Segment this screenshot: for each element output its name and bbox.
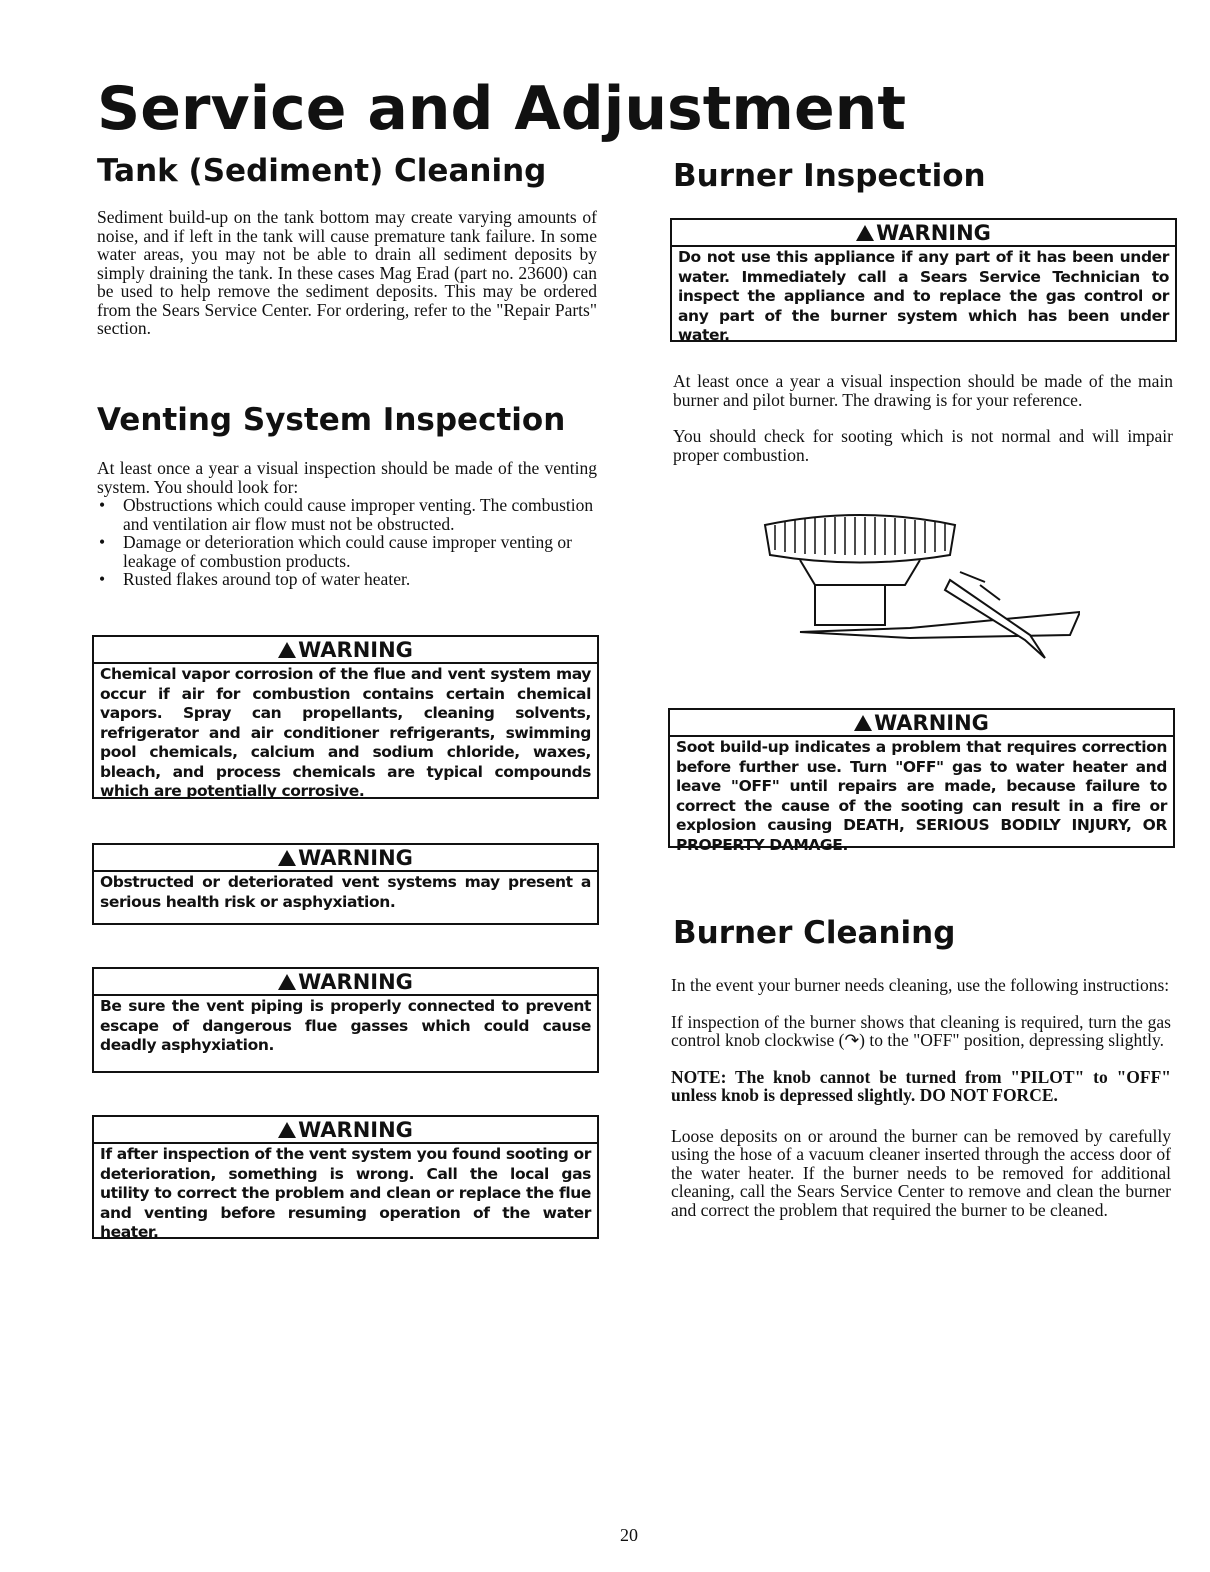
text-segment: If inspection of the burner shows that cleaning is required, turn the gas control knob clockwise (: [671, 1011, 1171, 1050]
list-item: • Damage or deterioration which could cause improper venting or leakage of combustion products.: [123, 533, 597, 570]
warning-text: Chemical vapor corrosion of the flue and vent system may occur if air for combustion contains certain chemical vapors. Spray can propellants, cleaning solvents, refrigerator and air conditioner refrigerants, swimming pool chemicals, calcium and sodium chloride, waxes, bleach, and process chemicals are typical compounds which are potentially corrosive.: [100, 665, 591, 800]
page-number: 20: [620, 1525, 638, 1545]
warning-label: WARNING: [298, 846, 413, 870]
list-item: • Obstructions which could cause improper venting. The combustion and ventilation air flow must not be obstructed.: [123, 496, 597, 533]
list-item: • Rusted flakes around top of water heater.: [123, 570, 597, 589]
warning-label: WARNING: [876, 221, 991, 245]
tank-heading: Tank (Sediment) Cleaning: [97, 153, 547, 189]
burner-cleaning-p3: Loose deposits on or around the burner can be removed by carefully using the hose of a vacuum cleaner inserted through the access door of the water heater. If the burner needs to be removed for additional cleaning, call the Sears Service Center to remove and clean the burner and correct the problem that required the burner to be cleaned.: [671, 1125, 1171, 1220]
warning-text: Soot build-up indicates a problem that requires correction before further use. Turn "OFF" gas to water heater and leave "OFF" until repairs are made, because failure to correct the cause of the sooting can result in a fire or explosion causing DEATH, SERIOUS BODILY INJURY, OR PROPERTY DAMAGE.: [676, 738, 1167, 854]
clockwise-arrow-icon: ↷: [844, 1030, 860, 1050]
warning-label: WARNING: [874, 711, 989, 735]
warning-box-under-water: [670, 218, 1177, 342]
warning-text: Do not use this appliance if any part of it has been under water. Immediately call a Sears Service Technician to inspect the appliance and to replace the gas control or any part of the burner system which has been under water.: [678, 248, 1169, 344]
burner-inspection-heading: Burner Inspection: [673, 158, 986, 194]
warning-box-obstructed: [92, 843, 599, 925]
warning-triangle-icon: [278, 850, 296, 866]
burner-inspection-p2: You should check for sooting which is not normal and will impair proper combustion.: [673, 426, 1173, 465]
warning-text: If after inspection of the vent system you found sooting or deterioration, something is wrong. Call the local gas utility to correct the problem and clean or replace the flue and venting before resuming operation of the water heater.: [100, 1145, 591, 1241]
burner-inspection-p1: At least once a year a visual inspection should be made of the main burner and pilot burner. The drawing is for your reference.: [673, 371, 1173, 410]
page-title: Service and Adjustment: [97, 74, 907, 144]
venting-intro: At least once a year a visual inspection should be made of the venting system. You should look for:: [97, 458, 597, 497]
tank-text: Sediment build-up on the tank bottom may create varying amounts of noise, and if left in the tank will cause premature tank failure. In some water areas, you may not be able to drain all sediment deposits by simply draining the tank. In these cases Mag Erad (part no. 23600) can be used to help remove the sediment deposits. This may be ordered from the Sears Service Center. For ordering, refer to the "Repair Parts" section.: [97, 207, 597, 338]
warning-text: Obstructed or deteriorated vent systems may present a serious health risk or asphyxiation.: [100, 873, 591, 911]
warning-label: WARNING: [298, 638, 413, 662]
warning-box-sooting-vent: [92, 1115, 599, 1239]
warning-triangle-icon: [856, 225, 874, 241]
warning-label: WARNING: [298, 970, 413, 994]
text-segment: ) to the "OFF" position, depressing slightly.: [859, 1030, 1164, 1050]
burner-cleaning-heading: Burner Cleaning: [673, 915, 956, 951]
venting-list: [97, 496, 597, 589]
burner-cleaning-note: NOTE: The knob cannot be turned from "PILOT" to "OFF" unless knob is depressed slightly. DO NOT FORCE.: [671, 1066, 1171, 1105]
warning-triangle-icon: [278, 974, 296, 990]
burner-diagram: [760, 510, 1080, 665]
burner-cleaning-p1: In the event your burner needs cleaning, use the following instructions:: [671, 975, 1170, 995]
warning-triangle-icon: [854, 715, 872, 731]
venting-heading: Venting System Inspection: [97, 402, 566, 438]
warning-box-vent-piping: [92, 967, 599, 1073]
warning-text: Be sure the vent piping is properly connected to prevent escape of dangerous flue gasses which could cause deadly asphyxiation.: [100, 997, 591, 1054]
warning-label: WARNING: [298, 1118, 413, 1142]
warning-box-chemical: [92, 635, 599, 799]
warning-triangle-icon: [278, 1122, 296, 1138]
warning-triangle-icon: [278, 642, 296, 658]
warning-box-soot: [668, 708, 1175, 854]
burner-cleaning-p2: [671, 1013, 1171, 1050]
